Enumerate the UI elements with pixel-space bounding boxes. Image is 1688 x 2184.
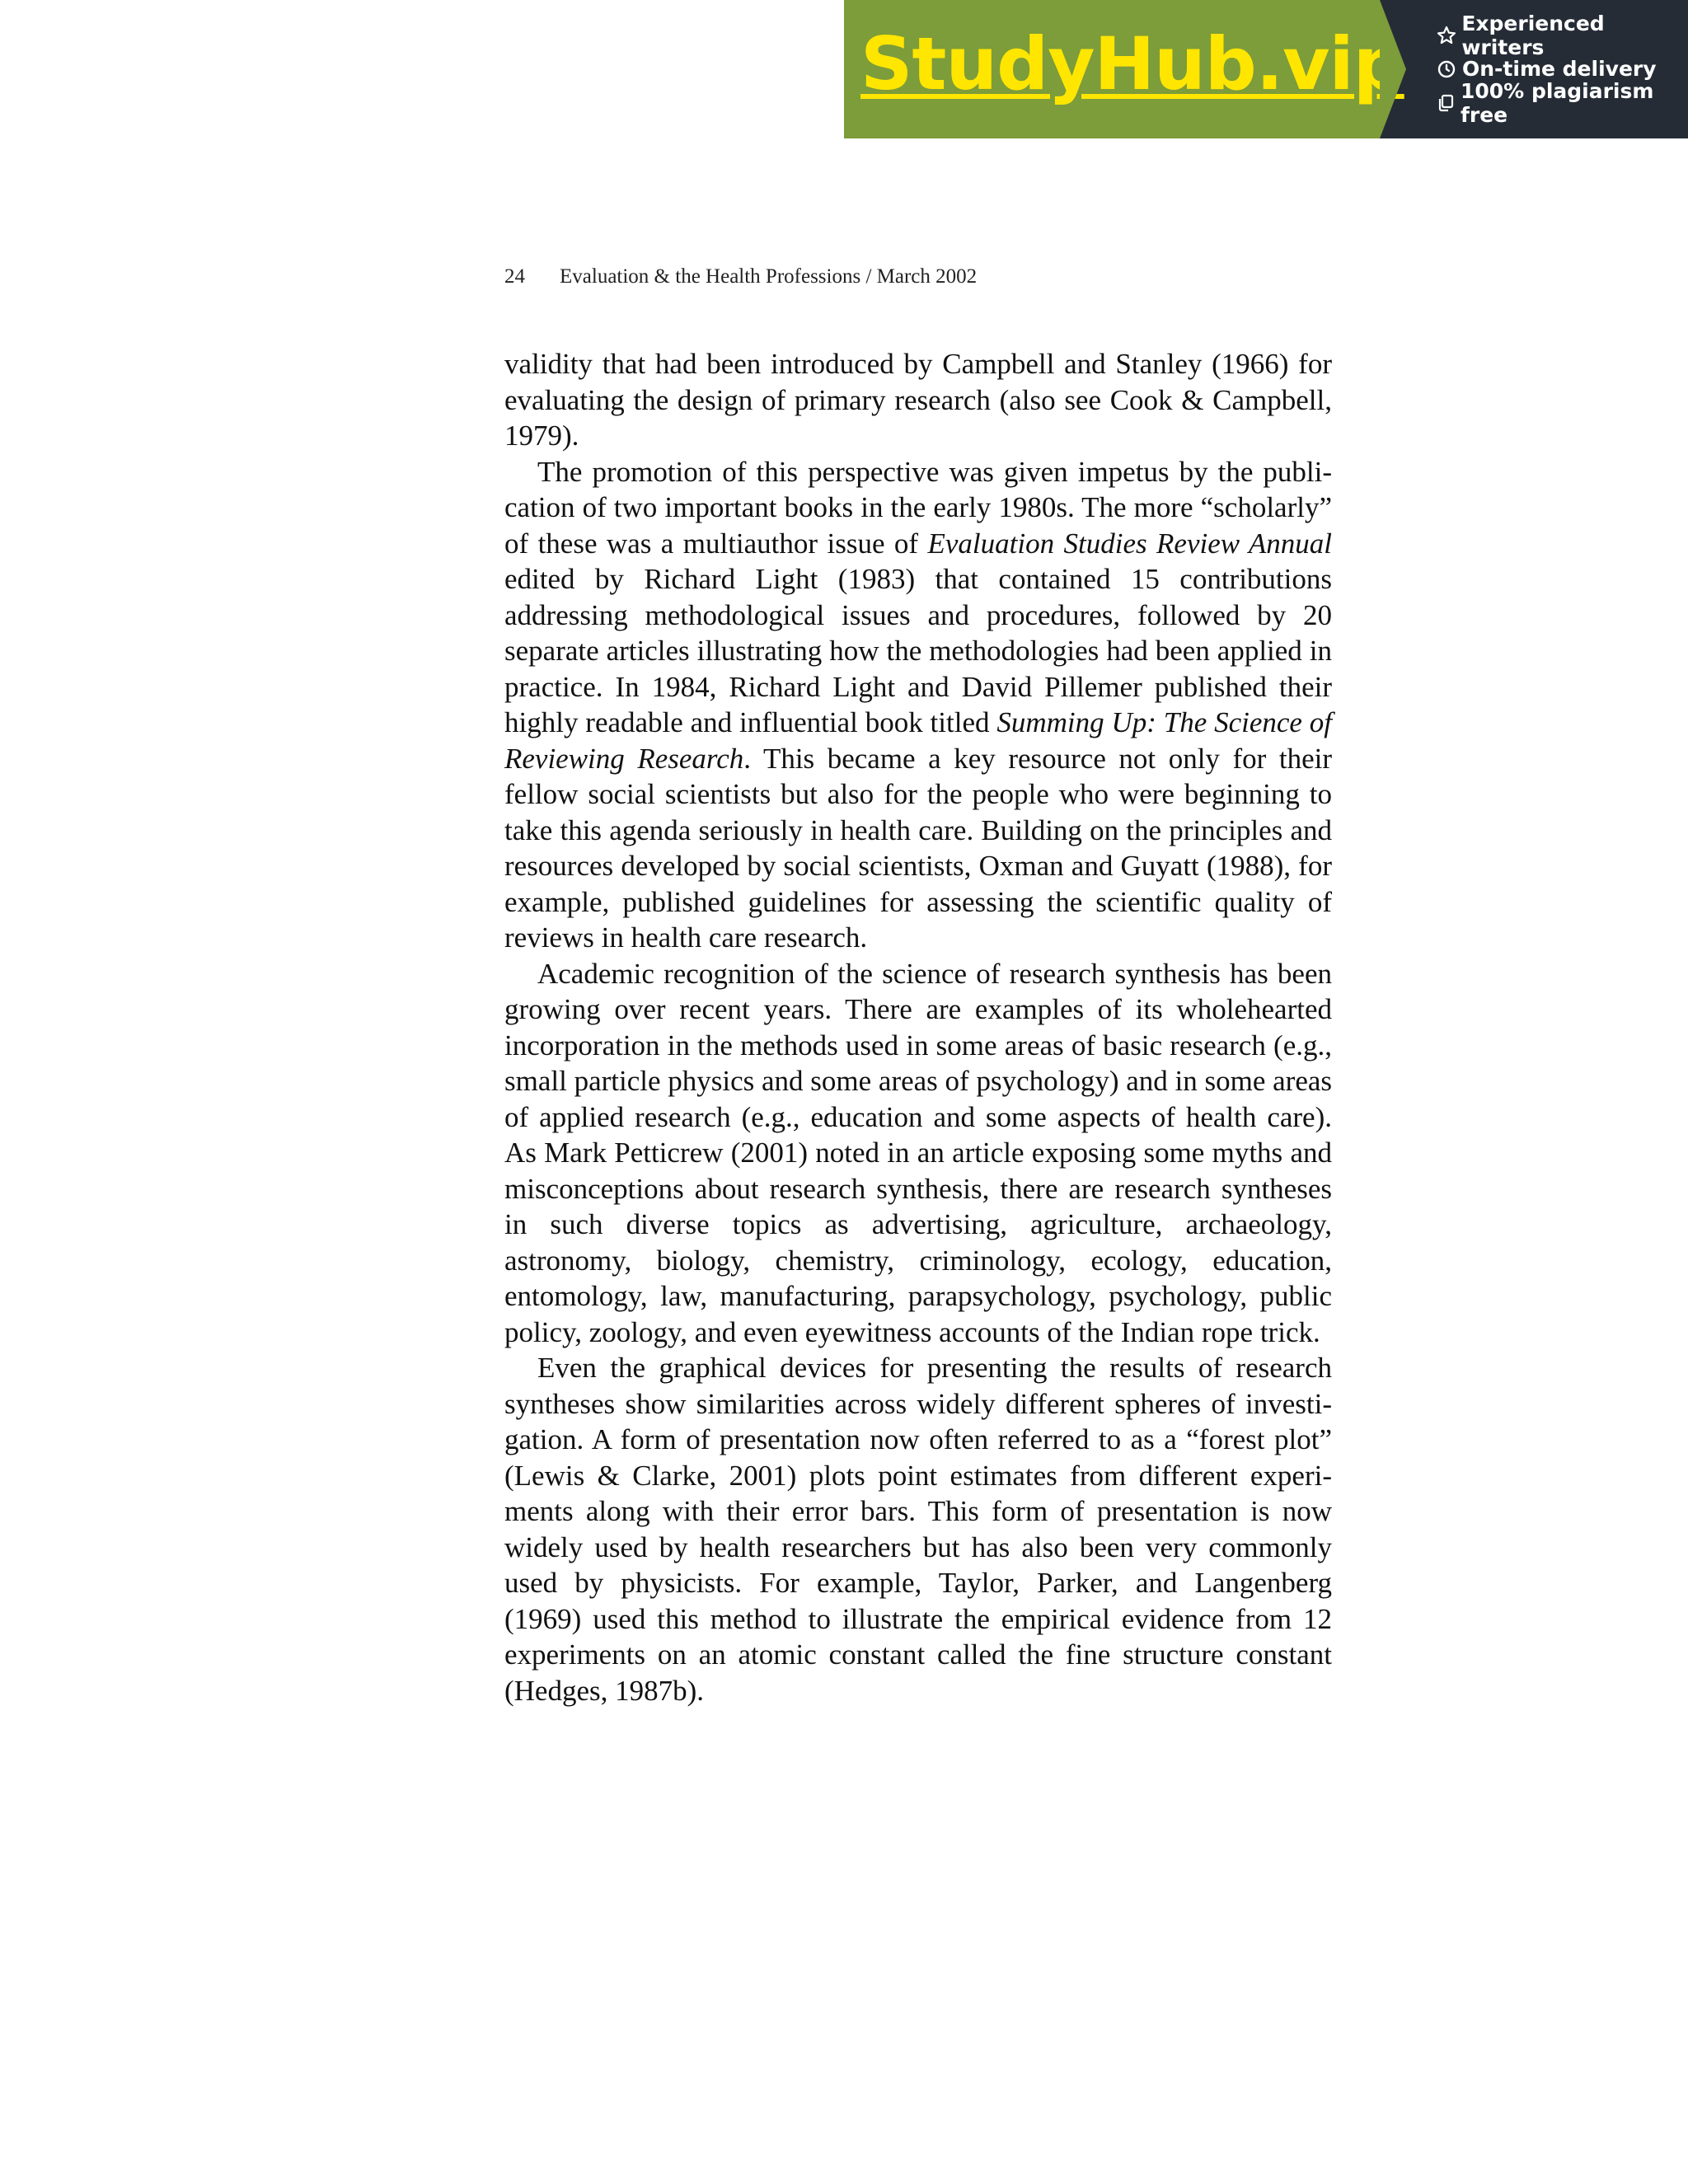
article-body bbox=[504, 346, 1332, 1708]
feature-item bbox=[1436, 78, 1688, 127]
paragraph-text: edited by Richard Light (1983) that contained 15 contributions addressing methodological issues and procedures, followed by 20 separate articles illustrating how the methodologies had been applied in practice. In 1984, Richard Light and David Pillemer published their highly readable and influential book titled bbox=[504, 563, 1332, 738]
paragraph: Even the graphical devices for presenting the results of research syntheses show similarities across widely different spheres of investigation. A form of presentation now often referred to as a “forest plot” (Lewis & Clarke, 2001) plots point estimates from different experiments along with their error bars. This form of presentation is now widely used by health researchers but has also been very commonly used by physicists. For example, Taylor, Parker, and Langenberg (1969) used this method to illustrate the empirical evidence from 12 experiments on an atomic constant called the fine structure constant (Hedges, 1987b). bbox=[504, 1352, 1332, 1707]
paragraph: Academic recognition of the science of research synthesis has been growing over recent years. There are examples of its wholehearted incorporation in the methods used in some areas of basic research (e.g., small particle physics and some areas of psychology) and in some areas of applied research (e.g., education and some aspects of health care). As Mark Petticrew (2001) noted in an article exposing some myths and misconceptions about research synthesis, there are research syntheses in such diverse topics as advertising, agriculture, archaeology, astronomy, biology, chemistry, criminology, ecology, education, entomology, law, manufacturing, parapsychology, psychology, public policy, zoology, and even eyewitness accounts of the Indian rope trick. bbox=[504, 957, 1333, 1348]
feature-label: 100% plagiarism free bbox=[1461, 78, 1654, 127]
promo-banner[interactable] bbox=[844, 0, 1688, 138]
paragraph: validity that had been introduced by Campbell and Stanley (1966) for evaluating the design of primary research (also see Cook & Campbell, 1979). bbox=[504, 348, 1332, 452]
paragraph-text: The promotion of this perspective was given impetus by the publication of two important books in the early 1980s. The more “scholarly” of these was a multiauthor issue of bbox=[504, 455, 1332, 560]
running-head bbox=[504, 265, 977, 288]
star-icon bbox=[1436, 25, 1456, 46]
copy-icon bbox=[1436, 92, 1456, 114]
journal-title: Evaluation & the Health Professions / March 2002 bbox=[560, 265, 978, 288]
feature-label: On-time delivery bbox=[1462, 57, 1657, 81]
paragraph bbox=[504, 454, 1332, 956]
feature-item bbox=[1436, 11, 1688, 59]
brand-block[interactable] bbox=[844, 0, 1404, 138]
brand-logo[interactable]: StudyHub.vip bbox=[860, 21, 1404, 106]
page-number: 24 bbox=[504, 265, 525, 288]
clock-icon bbox=[1436, 59, 1457, 80]
feature-list bbox=[1380, 0, 1688, 138]
book-title: Summing Up: The Science of Reviewing Research bbox=[504, 706, 1333, 775]
feature-label: Experienced writers bbox=[1461, 11, 1605, 59]
paragraph-text: . This became a key resource not only for their fellow social scientists but also for the people who were beginning to take this agenda seriously in health care. Building on the principles and resources developed by social scientists, Oxman and Guyatt (1988), for example, published guidelines for assessing the scientific quality of reviews in health care research. bbox=[504, 742, 1332, 954]
book-title: Evaluation Studies Review Annual bbox=[927, 527, 1332, 560]
